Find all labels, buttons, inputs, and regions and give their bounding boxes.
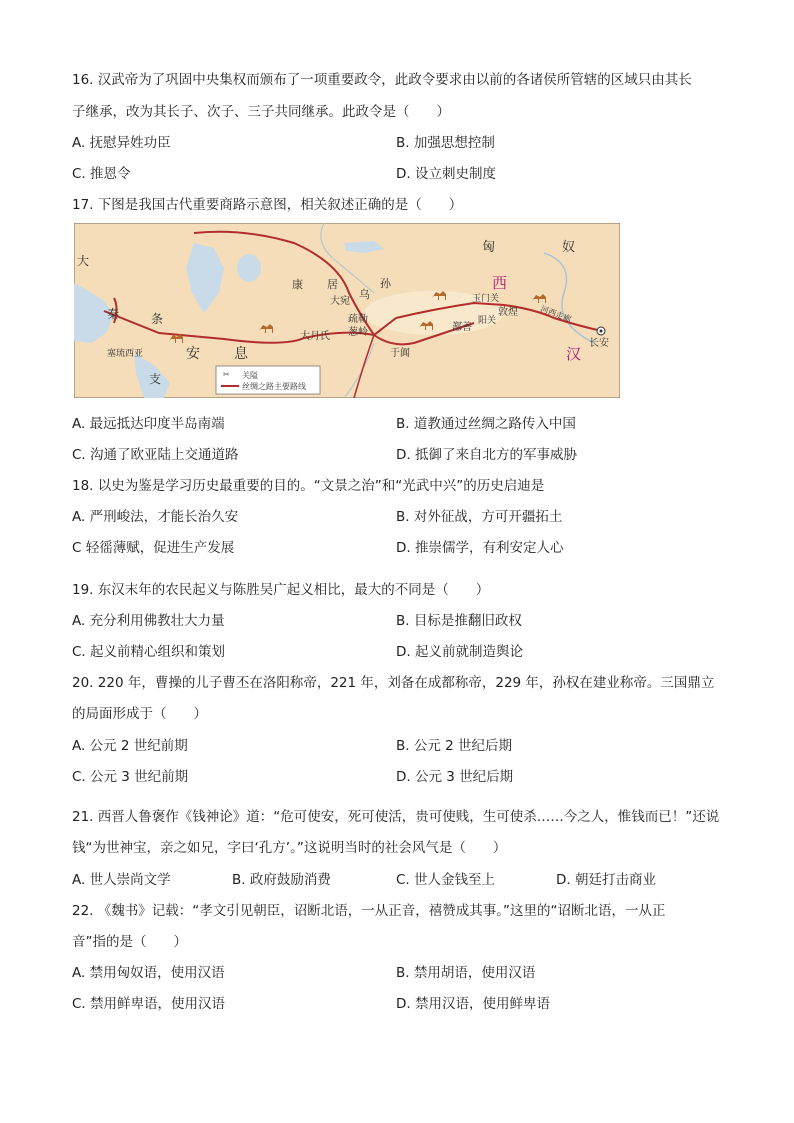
question-20-line-1: 20. 220 年，曹操的儿子曹丕在洛阳称帝，221 年，刘备在成都称帝，229 年，孙权在建业称帝。三国鼎立 <box>72 675 715 691</box>
option-a[interactable]: A. 充分利用佛教壮大力量 <box>72 613 225 629</box>
aral-sea-shape <box>237 254 261 282</box>
label-da: 大 <box>77 254 90 268</box>
option-c[interactable]: C. 世人金钱至上 <box>396 872 496 888</box>
option-c[interactable]: C. 起义前精心组织和策划 <box>72 644 226 660</box>
option-d[interactable]: D. 朝廷打击商业 <box>556 872 656 888</box>
option-c[interactable]: C. 公元 3 世纪前期 <box>72 769 189 785</box>
option-c[interactable]: C. 推恩令 <box>72 166 131 182</box>
option-a[interactable]: A. 严刑峻法，才能长治久安 <box>72 509 239 525</box>
option-b[interactable]: B. 对外征战，方可开疆拓土 <box>396 509 563 525</box>
label-han: 汉 <box>566 345 582 363</box>
label-zhi: 支 <box>149 372 162 386</box>
option-b[interactable]: B. 目标是推翻旧政权 <box>396 613 522 629</box>
option-d[interactable]: D. 公元 3 世纪后期 <box>396 769 514 785</box>
option-d[interactable]: D. 抵御了来自北方的军事威胁 <box>396 447 577 463</box>
question-21-line-2: 钱“为世神宝，亲之如兄，字曰‘孔方’。”这说明当时的社会风气是（ ） <box>72 840 507 856</box>
label-dayuezhi: 大月氏 <box>300 331 330 342</box>
option-b[interactable]: B. 政府鼓励消费 <box>232 872 331 888</box>
option-d[interactable]: D. 推崇儒学，有利安定人心 <box>396 540 564 556</box>
label-congling: 葱岭 <box>348 327 368 338</box>
question-22-line-1: 22. 《魏书》记载：“孝文引见朝臣，诏断北语，一从正音，禧赞成其事。”这里的“诏断北语，一从正 <box>72 903 666 919</box>
option-b[interactable]: B. 公元 2 世纪后期 <box>396 738 513 754</box>
question-22-line-2: 音”指的是（ ） <box>72 934 187 950</box>
legend-pass-label: 关隘 <box>242 371 258 380</box>
option-a[interactable]: A. 抚慰异姓功臣 <box>72 135 171 151</box>
label-hexi: 河西走廊 <box>539 304 573 324</box>
label-wu: 乌 <box>359 288 370 301</box>
label-dawan: 大宛 <box>330 296 350 307</box>
legend-route-label: 丝绸之路主要路线 <box>242 382 306 391</box>
label-ju: 居 <box>327 278 338 291</box>
option-a[interactable]: A. 世人崇尚文学 <box>72 872 171 888</box>
question-20-line-2: 的局面形成于（ ） <box>72 706 207 722</box>
label-xiongnu-1: 匈 <box>482 240 496 255</box>
option-b[interactable]: B. 加强思想控制 <box>396 135 495 151</box>
label-seleucia: 塞琉西亚 <box>107 349 144 359</box>
label-changan: 长安 <box>589 338 609 349</box>
label-sun: 孙 <box>380 277 391 290</box>
question-16-line-2: 子继承，改为其长子、次子、三子共同继承。此政令是（ ） <box>72 104 450 120</box>
label-kang: 康 <box>292 278 303 291</box>
option-a[interactable]: A. 禁用匈奴语，使用汉语 <box>72 965 225 981</box>
pass-icon: ✂ <box>223 370 230 379</box>
option-b[interactable]: B. 道教通过丝绸之路传入中国 <box>396 416 576 432</box>
changan-marker-dot <box>600 330 603 333</box>
option-c[interactable]: C. 禁用鲜卑语，使用汉语 <box>72 996 226 1012</box>
label-yumenguan: 玉门关 <box>472 294 500 304</box>
question-16-line-1: 16. 汉武帝为了巩固中央集权而颁布了一项重要政令，此政令要求由以前的各诸侯所管辖的区域只由其长 <box>72 72 692 88</box>
option-d[interactable]: D. 禁用汉语，使用鲜卑语 <box>396 996 550 1012</box>
label-yangguan: 阳关 <box>478 316 497 326</box>
option-d[interactable]: D. 起义前就制造舆论 <box>396 644 523 660</box>
silk-road-map <box>74 223 620 398</box>
option-c[interactable]: C 轻徭薄赋，促进生产发展 <box>72 540 235 556</box>
question-21-line-1: 21. 西晋人鲁褒作《钱神论》道：“危可使安，死可使活，贵可使贱，生可使杀……今之人，惟钱而已！”还说 <box>72 809 720 825</box>
question-19-line-1: 19. 东汉末年的农民起义与陈胜吴广起义相比，最大的不同是（ ） <box>72 582 490 598</box>
map-legend <box>216 366 320 394</box>
map-graphic <box>74 223 620 398</box>
label-xi-2: 息 <box>234 346 248 362</box>
option-a[interactable]: A. 公元 2 世纪前期 <box>72 738 188 754</box>
question-17-line-1: 17. 下图是我国古代重要商路示意图，相关叙述正确的是（ ） <box>72 197 463 213</box>
label-dunhuang: 敦煌 <box>498 307 518 318</box>
option-c[interactable]: C. 沟通了欧亚陆上交通道路 <box>72 447 239 463</box>
label-tiao: 条 <box>151 312 164 326</box>
label-shule: 疏勒 <box>348 314 368 325</box>
label-xiongnu-2: 奴 <box>562 240 576 255</box>
label-xi: 西 <box>492 274 508 292</box>
label-an: 安 <box>186 346 200 362</box>
label-yutian: 于阗 <box>390 348 410 359</box>
label-qin: 秦 <box>107 307 120 321</box>
label-shanshan: 鄯善 <box>452 322 472 333</box>
option-d[interactable]: D. 设立刺史制度 <box>396 166 496 182</box>
option-a[interactable]: A. 最远抵达印度半岛南端 <box>72 416 225 432</box>
question-18-line-1: 18. 以史为鉴是学习历史最重要的目的。“文景之治”和“光武中兴”的历史启迪是 <box>72 478 545 494</box>
option-b[interactable]: B. 禁用胡语，使用汉语 <box>396 965 536 981</box>
